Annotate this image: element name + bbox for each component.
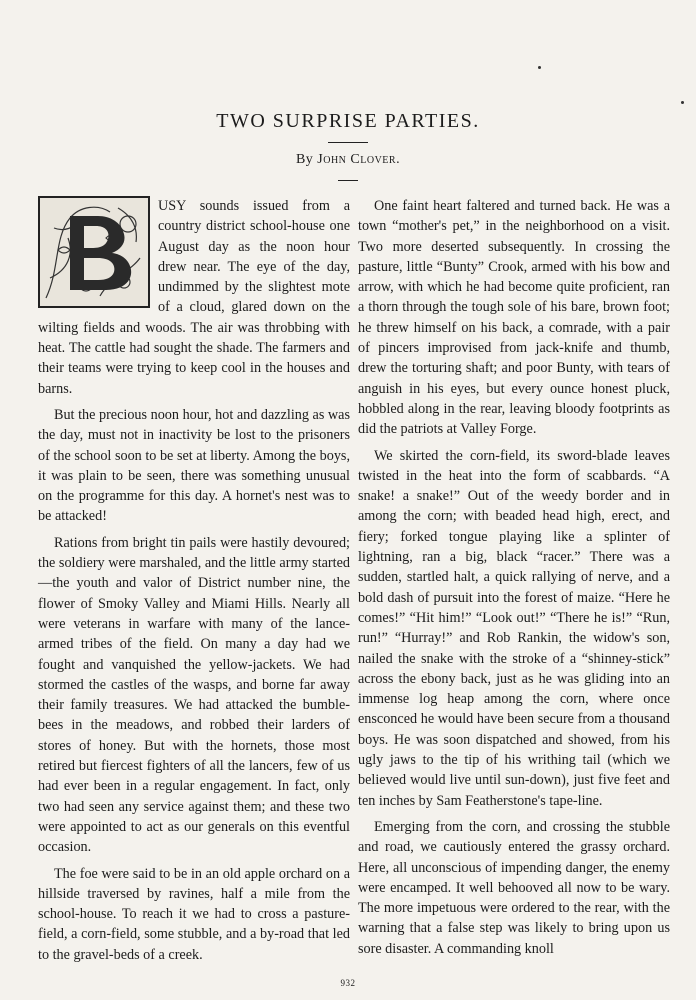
paragraph: The foe were said to be in an old apple orchard on a hillside traversed by ravines, half a mile from the school-house. To reach it we had to cross a pasture-field, a corn-field, some stubble, and a by-road that led to the gravel-beds of a creek. (38, 865, 350, 963)
page-number: 932 (340, 978, 356, 988)
title-divider (328, 142, 368, 143)
paragraph-text: USY sounds issued from a country district school-house one August day as the noon hour drew near. The eye of the day, undimmed by the slightest mote of a cloud, glared down on the wilting fields and woods. The air was throbbing with heat. The cattle had sought the shade. The farmers and their teams were trying to keep cool in the houses and barns. (38, 198, 350, 397)
byline-author: John Clover. (317, 152, 401, 167)
article-byline (0, 152, 696, 168)
print-speck (681, 101, 684, 104)
paragraph: Rations from bright tin pails were hastily devoured; the soldiery were marshaled, and the little army started—the youth and valor of District number nine, the flower of Smoky Valley and Miami Hills. Nearly all were veterans in warfare with many of the lance-armed tribes of the field. On many a day had we fought and vanquished the yellow-jackets. We had stormed the castles of the wasps, and borne far away their family treasures. We had attacked the bumble-bees in the meadows, and robbed their larders of stores of honey. But with the hornets, those most retired but fiercest fighters of all the lancers, few of us had ever been in a regular engagement. In fact, only two had seen any service against them; and these two were appointed to act as our generals on this eventful occasion. (38, 534, 350, 856)
print-speck (538, 66, 541, 69)
paragraph: Emerging from the corn, and crossing the stubble and road, we cautiously entered the grassy orchard. Here, all unconscious of impending danger, the enemy were encamped. It well behooved all now to be wary. The more impetuous were ordered to the rear, with the warning that a false step was likely to bring upon us sore disaster. A commanding knoll (358, 818, 670, 957)
paragraph: We skirted the corn-field, its sword-blade leaves twisted in the heat into the form of scabbards. “A snake! a snake!” Out of the weedy border and in among the corn; with beaded head high, erect, and fiery; forked tongue playing like a splinter of lightning, ran a big, black “racer.” There was a sudden, startled halt, a quick rallying of nerve, and a bold dash of pursuit into the forest of maize. “Here he comes!” “Hit him!” “Look out!” “There he is!” “Run, run!” “Hurray!” and Rob Rankin, the widow's son, nailed the snake with the stroke of a “shinney-stick” across the ebony back, just as he was gliding into an immense log heap among the corn, where once ensconced he would have been secure from a thousand boys. He was soon dispatched and showed, from his ugly jaws to the tip of his writhing tail (which we believed would live until sun-down), just five feet and ten inches by Sam Featherstone's tape-line. (358, 447, 670, 809)
paragraph: One faint heart faltered and turned back. He was a town “mother's pet,” in the neighborhood on a visit. Two more deserted subsequently. In crossing the pasture, little “Bunty” Crook, armed with his bow and arrow, with which he had become quite proficient, ran a thorn through the tough sole of his bare, brown foot; he threw himself on his back, a comrade, with a pair of pincers improvised from jack-knife and thumb, drew the torturing shaft; and poor Bunty, with tears of anguish in his eyes, but every ounce honest pluck, hobbled along in the rear, leaving bloody footprints as did the patriots at Valley Forge. (358, 198, 670, 438)
paragraph (38, 196, 350, 399)
ornamental-initial-b-icon (38, 196, 150, 308)
right-column (358, 196, 670, 965)
byline-prefix: By (295, 152, 314, 167)
left-column (38, 196, 350, 971)
article-title: TWO SURPRISE PARTIES. (216, 110, 480, 132)
paragraph: But the precious noon hour, hot and dazzling as was the day, must not in inactivity be lost to the prisoners of the school soon to be set at liberty. Among the boys, it was plain to be seen, there was something unusual on the programme for this day. A hornet's nest was to be attacked! (38, 406, 350, 525)
byline-divider (338, 180, 358, 181)
dropcap-artwork (40, 198, 148, 306)
